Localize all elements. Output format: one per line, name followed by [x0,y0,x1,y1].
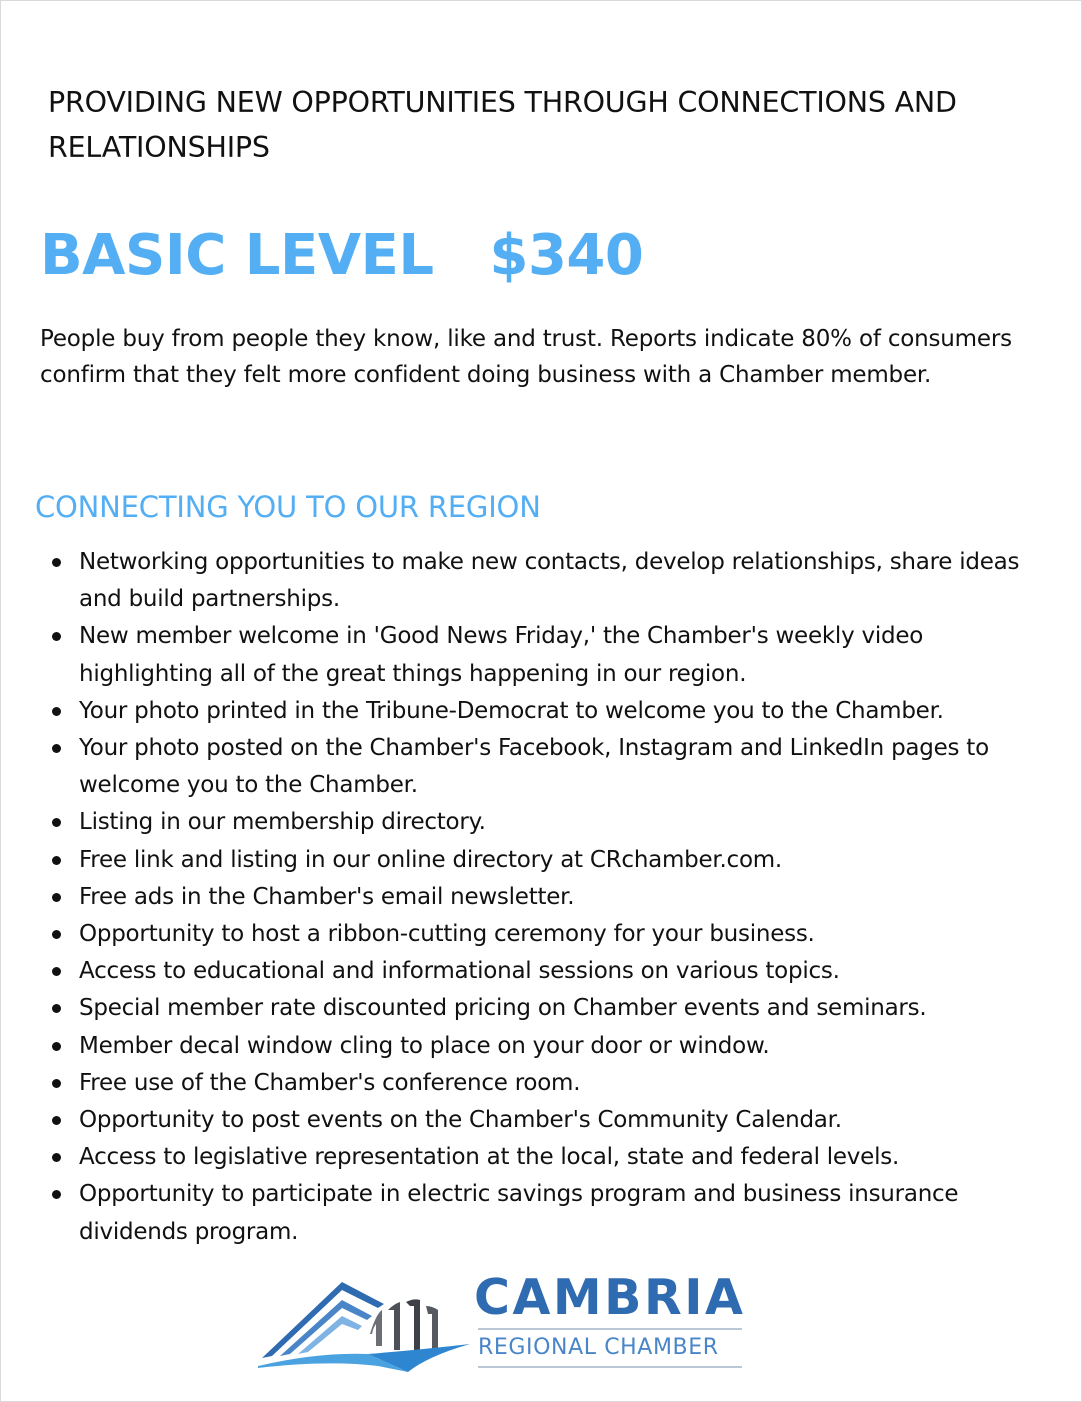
page-tagline: PROVIDING NEW OPPORTUNITIES THROUGH CONNECTIONS AND RELATIONSHIPS [48,86,957,164]
bullet-icon [52,893,61,902]
benefit-text: Listing in our membership directory. [79,809,486,836]
benefit-text: Networking opportunities to make new contacts, develop relationships, share ideas and build partnerships. [79,549,1020,613]
logo-divider-bottom [478,1366,742,1368]
bullet-icon [52,1079,61,1088]
bullet-icon [52,632,61,641]
cambria-regional-chamber-logo [258,1270,748,1380]
benefit-text: Free use of the Chamber's conference room. [79,1069,581,1096]
chamber-roof-buildings-logo-icon [258,1274,473,1374]
benefit-text: Free ads in the Chamber's email newsletter. [79,883,575,910]
bullet-icon [52,1116,61,1125]
list-item [46,544,1056,618]
benefit-text: Access to legislative representation at the local, state and federal levels. [79,1144,900,1171]
list-item [46,804,1056,841]
level-price: $340 [489,223,644,288]
bullet-icon [52,818,61,827]
list-item [46,1065,1056,1102]
benefit-text: Your photo posted on the Chamber's Facebook, Instagram and LinkedIn pages to welcome you to the Chamber. [79,735,989,799]
benefit-text: Access to educational and informational sessions on various topics. [79,958,840,985]
bullet-icon [52,1042,61,1051]
list-item [46,990,1056,1027]
section-heading: CONNECTING YOU TO OUR REGION [35,490,541,524]
benefits-list [46,544,1056,1251]
bullet-icon [52,744,61,753]
intro-paragraph: People buy from people they know, like and trust. Reports indicate 80% of consumers confirm that they felt more confident doing business with a Chamber member. [40,326,1012,388]
list-item [46,879,1056,916]
bullet-icon [52,856,61,865]
list-item [46,916,1056,953]
logo-name: CAMBRIA [474,1269,746,1326]
logo-divider-top [478,1328,742,1330]
list-item [46,1102,1056,1139]
list-item [46,1139,1056,1176]
benefit-text: Free link and listing in our online directory at CRchamber.com. [79,846,782,873]
list-item [46,693,1056,730]
benefit-text: Opportunity to participate in electric savings program and business insurance dividends program. [79,1181,959,1245]
membership-level-heading [40,218,643,294]
logo-subtitle: REGIONAL CHAMBER [478,1335,719,1360]
benefit-text: Member decal window cling to place on your door or window. [79,1032,770,1059]
benefit-text: Opportunity to host a ribbon-cutting ceremony for your business. [79,921,815,948]
bullet-icon [52,930,61,939]
benefit-text: Special member rate discounted pricing on Chamber events and seminars. [79,995,927,1022]
benefit-text: Opportunity to post events on the Chamber's Community Calendar. [79,1107,842,1134]
list-item [46,618,1056,692]
bullet-icon [52,558,61,567]
bullet-icon [52,1153,61,1162]
list-item [46,842,1056,879]
bullet-icon [52,967,61,976]
bullet-icon [52,1190,61,1199]
benefit-text: Your photo printed in the Tribune-Democrat to welcome you to the Chamber. [79,697,944,724]
list-item [46,730,1056,804]
bullet-icon [52,1004,61,1013]
level-name: BASIC LEVEL [40,223,434,288]
list-item [46,953,1056,990]
list-item [46,1028,1056,1065]
bullet-icon [52,707,61,716]
benefit-text: New member welcome in 'Good News Friday,' the Chamber's weekly video highlighting all of the great things happening in our region. [79,623,924,687]
list-item [46,1176,1056,1250]
